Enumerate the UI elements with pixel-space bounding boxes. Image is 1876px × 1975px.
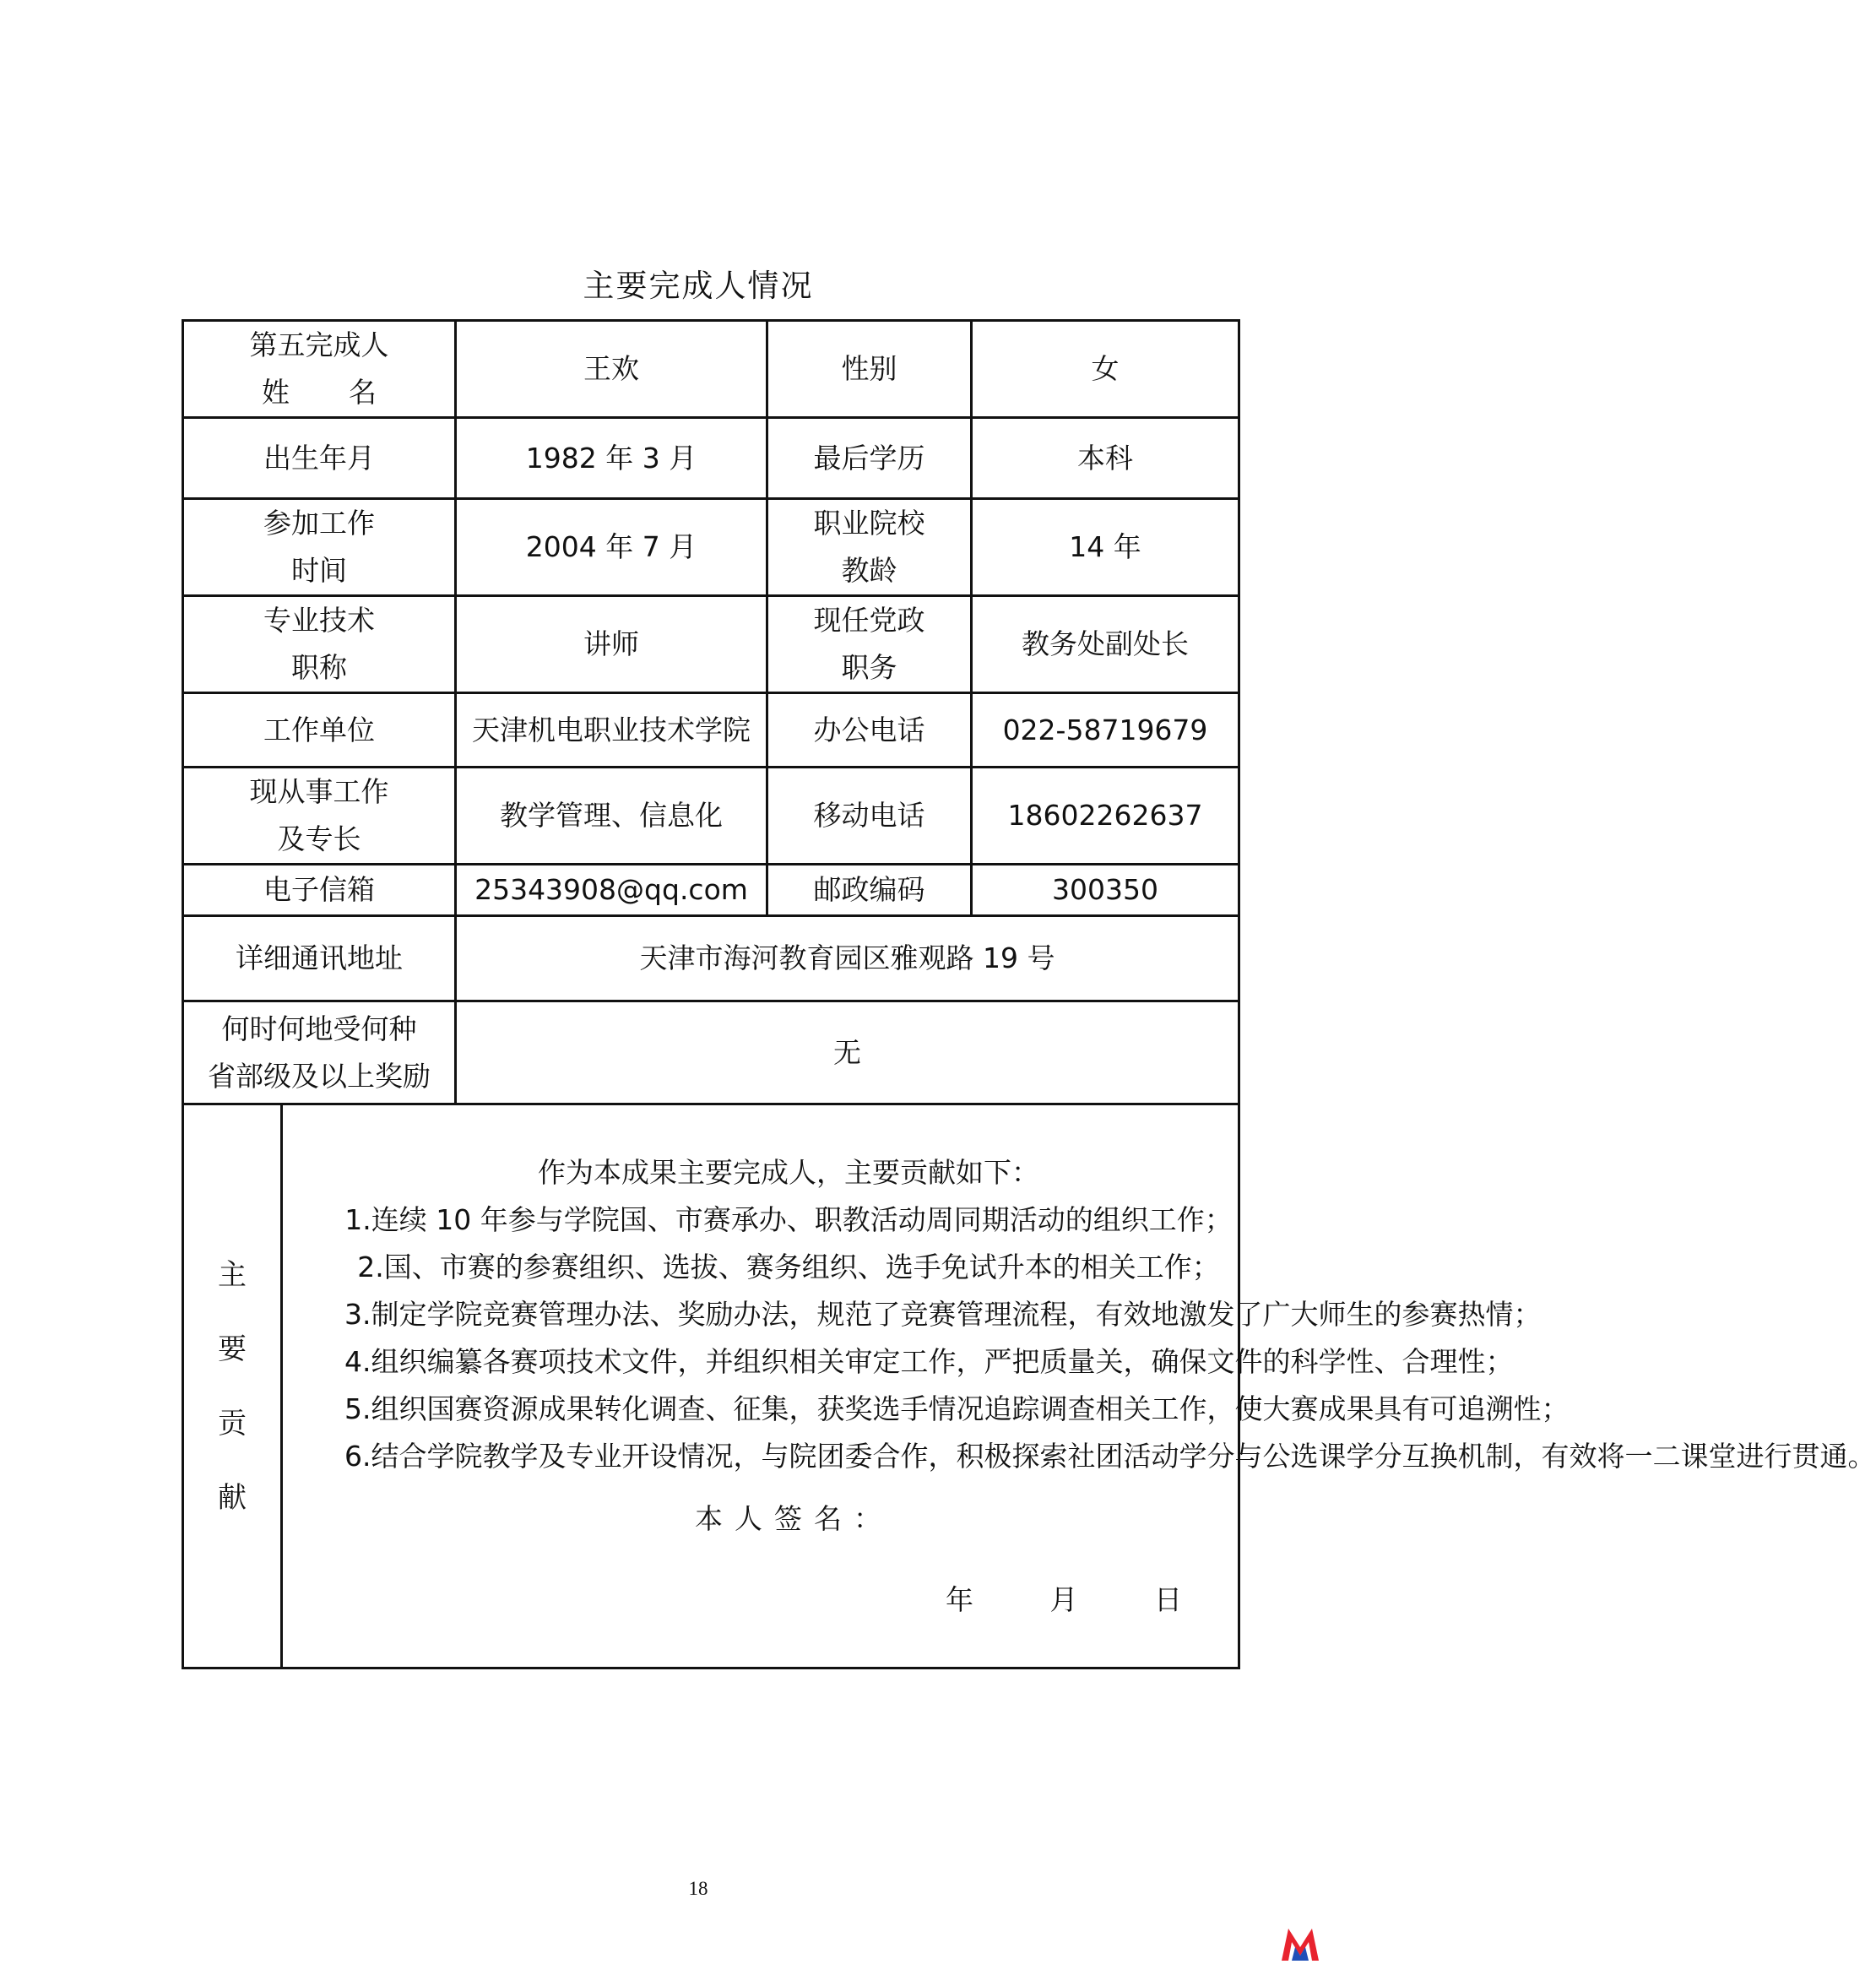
contribution-item: 2.国、市赛的参赛组织、选拔、赛务组织、选手免试升本的相关工作； xyxy=(357,1250,1220,1283)
contribution-item: 3.制定学院竞赛管理办法、奖励办法，规范了竞赛管理流程，有效地激发了广大师生的参赛热情； xyxy=(344,1297,1542,1331)
gender-label: 性别 xyxy=(767,321,972,418)
postcode-label: 邮政编码 xyxy=(767,865,972,916)
specialty-value: 教学管理、信息化 xyxy=(456,768,767,865)
awards-label-line2: 省部级及以上奖励 xyxy=(208,1059,431,1093)
m-logo-icon xyxy=(1280,1925,1320,1962)
specialty-label-line2: 及专长 xyxy=(277,822,361,855)
title-label-line2: 职称 xyxy=(291,651,347,684)
table-row xyxy=(183,1104,1239,1668)
side-char: 主 xyxy=(218,1257,247,1292)
page-number: 18 xyxy=(688,1878,708,1899)
teaching-years-label-line1: 职业院校 xyxy=(813,507,925,540)
office-phone-value: 022-58719679 xyxy=(972,693,1239,768)
completer-rank-label: 第五完成人 xyxy=(249,328,389,361)
awards-value: 无 xyxy=(456,1001,1239,1104)
table-row xyxy=(183,768,1239,865)
title-label-line1: 专业技术 xyxy=(263,604,375,637)
side-char: 献 xyxy=(218,1480,247,1515)
birth-label: 出生年月 xyxy=(183,418,456,499)
work-start-label xyxy=(183,499,456,596)
work-start-label-line2: 时间 xyxy=(291,554,347,587)
address-label: 详细通讯地址 xyxy=(183,916,456,1001)
work-start-label-line1: 参加工作 xyxy=(263,507,375,540)
address-value: 天津市海河教育园区雅观路 19 号 xyxy=(456,916,1239,1001)
specialty-label xyxy=(183,768,456,865)
table-row xyxy=(183,418,1239,499)
teaching-years-label xyxy=(767,499,972,596)
teaching-years-label-line2: 教龄 xyxy=(841,554,897,587)
contribution-item: 4.组织编纂各赛项技术文件，并组织相关审定工作，严把质量关，确保文件的科学性、合理性； xyxy=(344,1344,1514,1378)
mobile-value: 18602262637 xyxy=(972,768,1239,865)
name-value: 王欢 xyxy=(456,321,767,418)
side-char: 贡 xyxy=(218,1406,247,1441)
gender-value: 女 xyxy=(972,321,1239,418)
position-label-line2: 职务 xyxy=(841,651,897,684)
name-label-cell xyxy=(183,321,456,418)
contribution-item: 1.连续 10 年参与学院国、市赛承办、职教活动周同期活动的组织工作； xyxy=(344,1202,1233,1236)
employer-value: 天津机电职业技术学院 xyxy=(456,693,767,768)
email-value: 25343908@qq.com xyxy=(456,865,767,916)
email-label: 电子信箱 xyxy=(183,865,456,916)
date-day: 日 xyxy=(1154,1582,1182,1616)
birth-value: 1982 年 3 月 xyxy=(456,418,767,499)
table-row xyxy=(183,693,1239,768)
side-char: 要 xyxy=(218,1332,247,1366)
date-year: 年 xyxy=(946,1582,973,1616)
table-row xyxy=(183,916,1239,1001)
date-month: 月 xyxy=(1049,1582,1078,1616)
awards-label xyxy=(183,1001,456,1104)
table-row xyxy=(183,596,1239,693)
table-row xyxy=(183,499,1239,596)
office-phone-label: 办公电话 xyxy=(767,693,972,768)
contribution-item: 6.结合学院教学及专业开设情况，与院团委合作，积极探索社团活动学分与公选课学分互换机制，有效将一二课堂进行贯通。 xyxy=(344,1439,1876,1473)
contribution-item: 5.组织国赛资源成果转化调查、征集，获奖选手情况追踪调查相关工作，使大赛成果具有可追溯性； xyxy=(344,1392,1570,1425)
employer-label: 工作单位 xyxy=(183,693,456,768)
position-value: 教务处副处长 xyxy=(972,596,1239,693)
signature-date xyxy=(288,1576,1233,1624)
table-row xyxy=(183,865,1239,916)
awards-label-line1: 何时何地受何种 xyxy=(221,1012,417,1045)
postcode-value: 300350 xyxy=(972,865,1239,916)
name-label: 姓 名 xyxy=(262,376,377,409)
title-value: 讲师 xyxy=(456,596,767,693)
table-row xyxy=(183,1001,1239,1104)
education-value: 本科 xyxy=(972,418,1239,499)
contribution-intro: 作为本成果主要完成人，主要贡献如下： xyxy=(538,1155,1039,1189)
completer-info-table xyxy=(182,319,1876,1669)
specialty-label-line1: 现从事工作 xyxy=(249,775,389,808)
teaching-years-value: 14 年 xyxy=(972,499,1239,596)
table-row xyxy=(183,321,1239,418)
contribution-content xyxy=(282,1104,1876,1668)
education-label: 最后学历 xyxy=(767,418,972,499)
signature-label: 本人签名： xyxy=(695,1501,893,1535)
position-label xyxy=(767,596,972,693)
position-label-line1: 现任党政 xyxy=(813,604,925,637)
page-title: 主要完成人情况 xyxy=(583,268,814,304)
work-start-value: 2004 年 7 月 xyxy=(456,499,767,596)
mobile-label: 移动电话 xyxy=(767,768,972,865)
contribution-side-label xyxy=(183,1104,282,1668)
title-label xyxy=(183,596,456,693)
